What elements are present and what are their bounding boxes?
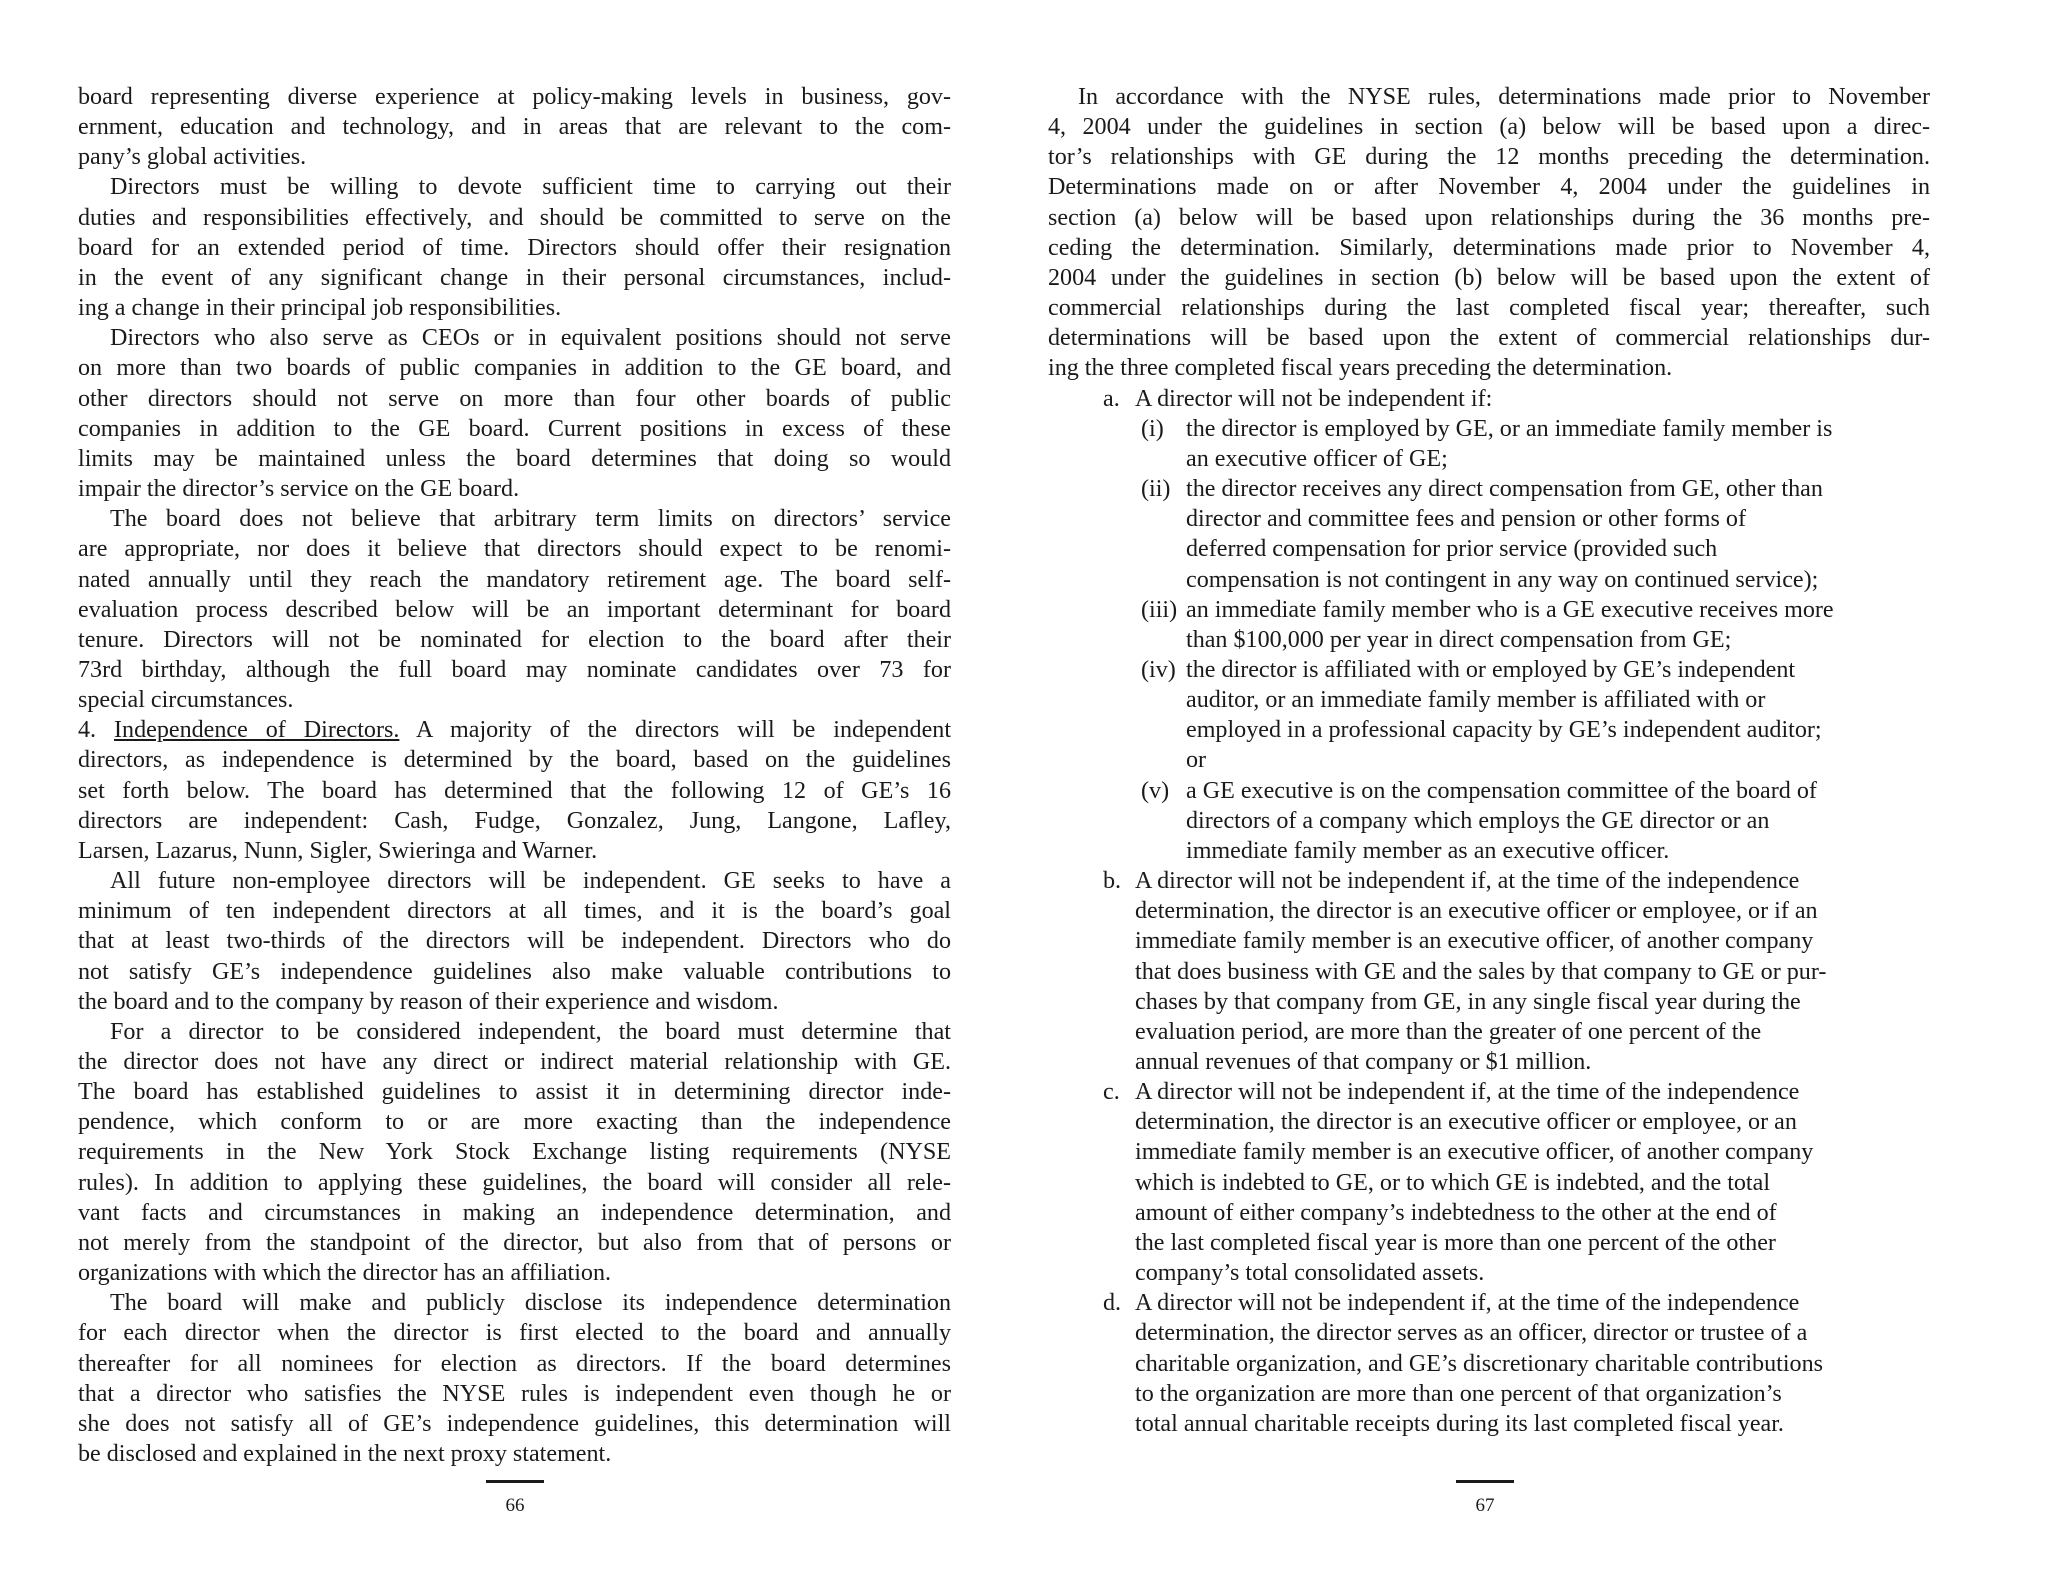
- folio-rule: [486, 1480, 544, 1483]
- list-marker: d.: [1103, 1290, 1122, 1317]
- list-marker: (iv): [1141, 656, 1176, 683]
- section-number: 4.: [78, 717, 115, 744]
- paragraph-disclosure: The board will make and publicly disclose its independence determination for each director when the director is first elected to the board and annually thereafter for all nominees for election as directors. If the board determines that a director who satisfies the NYSE rules is independent even though he or she does not satisfy all of GE’s independence guidelines, this determination will be disclosed and explained in the next proxy statement.: [78, 1290, 951, 1468]
- sublist-item-v: (v) a GE executive is on the compensation committee of the board of directors of a company which employs the GE director or an immediate family member as an executive officer.: [1141, 777, 1817, 864]
- list-marker: (i): [1141, 415, 1164, 442]
- list-item-c: c. A director will not be independent if, at the time of the independence determination, the director is an executive officer or employee, or an immediate family member is an executive officer, of another company which is indebted to GE, or to which GE is indebted, and the total amount of either company’s indebtedness to the other at the end of the last completed fiscal year is more than one percent of the other company’s total consolidated assets.: [1103, 1079, 1814, 1287]
- paragraph-independence-criteria: For a director to be considered independent, the board must determine that the director does not have any direct or indirect material relationship with GE. The board has established guidelines to assist it in determining director inde- pendence, which conform to or are more exacting than the independence requirements in the New York Stock Exchange listing requirements (NYSE rules). In addition to applying these guidelines, the board will consider all rele- vant facts and circumstances in making an independence determination, and not merely from the standpoint of the director, but also from that of persons or organizations with which the director has an affiliation.: [78, 1018, 951, 1287]
- paragraph-nyse-rules: In accordance with the NYSE rules, determinations made prior to November 4, 2004 under the guidelines in section (a) below will be based upon a direc- tor’s relationships with GE during the 12 months preceding the determination. Determinations made on or after November 4, 2004 under the guidelines in section (a) below will be based upon relationships during the 36 months pre- ceding the determination. Similarly, determinations made prior to November 4, 2004 under the guidelines in section (b) below will be based upon the extent of commercial relationships during the last completed fiscal year; thereafter, such determinations will be based upon the extent of commercial relationships dur- ing the three completed fiscal years preceding the determination.: [1048, 84, 1930, 382]
- sublist-item-iii: (iii) an immediate family member who is a GE executive receives more than $100,000 per year in direct compensation from GE;: [1141, 596, 1834, 653]
- list-item-b: b. A director will not be independent if, at the time of the independence determination, the director is an executive officer or employee, or if an immediate family member is an executive officer, of another company that does business with GE and the sales by that company to GE or pur- chases by that company from GE, in any single fiscal year during the evaluation period, are more than the greater of one percent of the annual revenues of that company or $1 million.: [1103, 868, 1827, 1075]
- paragraph-board-limits: Directors who also serve as CEOs or in equivalent positions should not serve on more than two boards of public companies in addition to the GE board, and other directors should not serve on more than four other boards of public companies in addition to the GE board. Current positions in excess of these limits may be maintained unless the board determines that doing so would impair the director’s service on the GE board.: [78, 325, 951, 503]
- sublist-item-ii: (ii) the director receives any direct compensation from GE, other than director and committee fees and pension or other forms of deferred compensation for prior service (provided such compensation is not contingent in any way on continued service);: [1141, 476, 1823, 593]
- sublist-item-i: (i) the director is employed by GE, or an immediate family member is an executive officer of GE;: [1141, 415, 1833, 472]
- sublist-item-iv: (iv) the director is affiliated with or employed by GE’s independent auditor, or an immediate family member is affiliated with or employed in a professional capacity by GE’s independent auditor; or: [1141, 656, 1822, 774]
- section-heading-line: 4. Independence of Directors. A majority of the directors will be independent: [78, 717, 952, 744]
- list-marker: (v): [1141, 777, 1170, 804]
- list-marker: b.: [1103, 868, 1122, 895]
- page-number-right: 67: [1425, 1480, 1545, 1518]
- left-page: [78, 82, 951, 1469]
- list-marker: c.: [1103, 1079, 1120, 1106]
- list-item-a: a. A director will not be independent if:: [1048, 384, 1930, 414]
- paragraph-term-limits: The board does not believe that arbitrary term limits on directors’ service are appropriate, nor does it believe that directors should expect to be renomi- nated annually until they reach the mandatory retirement age. The board self- evaluation process described below will be an important determinant for board tenure. Directors will not be nominated for election to the board after their 73rd birthday, although the full board may nominate candidates over 73 for special circumstances.: [78, 506, 951, 714]
- paragraph-director-time: Directors must be willing to devote sufficient time to carrying out their duties and responsibilities effectively, and should be committed to serve on the board for an extended period of time. Directors should offer their resignation in the event of any significant change in their personal circumstances, includ- ing a change in their principal job responsibilities.: [78, 174, 951, 322]
- list-item-d: d. A director will not be independent if, at the time of the independence determination, the director serves as an officer, director or trustee of a charitable organization, and GE’s discretionary charitable contributions to the organization are more than one percent of that organization’s total annual charitable receipts during its last completed fiscal year.: [1103, 1290, 1824, 1437]
- folio-rule: [1456, 1480, 1514, 1483]
- list-marker: (ii): [1141, 476, 1171, 503]
- section-independence-of-directors: 4. Independence of Directors. A majority of the directors will be independent directors, as independence is determined by the board, based on the guidelines set forth below. The board has determined that the following 12 of GE’s 16 directors are independent: Cash, Fudge, Gonzalez, Jung, Langone, Lafley, Larsen, Lazarus, Nunn, Sigler, Swieringa and Warner.: [78, 717, 952, 864]
- page-number-left: 66: [455, 1480, 575, 1518]
- list-marker: (iii): [1141, 596, 1178, 623]
- right-page: [1048, 82, 1930, 1439]
- section-heading: Independence of Directors.: [114, 717, 400, 744]
- independence-guidelines-list: [1048, 384, 1930, 1439]
- list-marker: a.: [1103, 385, 1120, 412]
- paragraph-board-composition: board representing diverse experience at policy-making levels in business, gov- ernment, education and technology, and in areas that are relevant to the com- pany’s global activities.: [78, 84, 951, 171]
- paragraph-future-directors: All future non-employee directors will be independent. GE seeks to have a minimum of ten independent directors at all times, and it is the board’s goal that at least two-thirds of the directors will be independent. Directors who do not satisfy GE’s independence guidelines also make valuable contributions to the board and to the company by reason of their experience and wisdom.: [78, 868, 951, 1015]
